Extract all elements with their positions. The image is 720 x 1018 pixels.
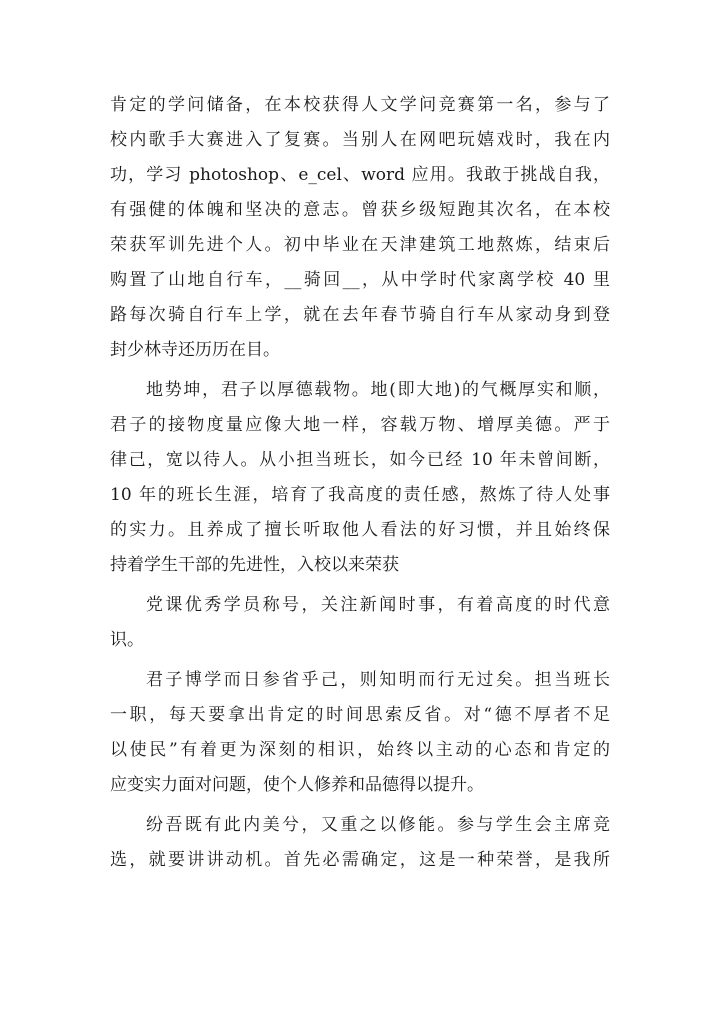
text-line: 识。	[110, 630, 144, 650]
text-line: 路每次骑自行车上学，就在去年春节骑自行车从家动身到登	[110, 305, 610, 325]
paragraph-4	[110, 663, 610, 803]
text-line: 有强健的体魄和坚决的意志。曾获乡级短跑其次名，在本校	[110, 200, 610, 220]
text-line: 的实力。且养成了擅长听取他人看法的好习惯，并且始终保	[110, 520, 610, 540]
text-line: 持着学生干部的先进性，入校以来荣获	[110, 555, 399, 575]
text-line: 君子博学而日参省乎己，则知明而行无过矣。担当班长	[146, 670, 610, 690]
text-line: 选，就要讲讲动机。首先必需确定，这是一种荣誉，是我所	[110, 850, 610, 870]
text-line: 封少林寺还历历在目。	[110, 340, 280, 360]
paragraph-2	[110, 373, 610, 583]
text-line: 校内歌手大赛进入了复赛。当别人在网吧玩嬉戏时，我在内	[110, 130, 610, 150]
paragraph-1	[110, 88, 610, 368]
text-line: 一职，每天要拿出肯定的时间思索反省。对“德不厚者不足	[110, 705, 610, 725]
text-line: 肯定的学问储备，在本校获得人文学问竞赛第一名，参与了	[110, 95, 610, 115]
paragraph-5	[110, 808, 610, 878]
text-line: 党课优秀学员称号，关注新闻时事，有着高度的时代意	[146, 595, 610, 615]
text-line: 以使民”有着更为深刻的相识，始终以主动的心态和肯定的	[110, 740, 610, 760]
paragraph-3	[110, 588, 610, 658]
text-line: 君子的接物度量应像大地一样，容载万物、增厚美德。严于	[110, 415, 610, 435]
text-line: 应变实力面对问题，使个人修养和品德得以提升。	[110, 775, 484, 795]
text-line: 纷吾既有此内美兮，又重之以修能。参与学生会主席竞	[146, 815, 610, 835]
text-line: 购置了山地自行车，__骑回__，从中学时代家离学校 40 里	[110, 270, 610, 290]
text-line: 律己，宽以待人。从小担当班长，如今已经 10 年未曾间断，	[110, 450, 610, 470]
text-line: 功，学习 photoshop、e_cel、word 应用。我敢于挑战自我，	[110, 165, 610, 185]
text-line: 地势坤，君子以厚德载物。地(即大地)的气概厚实和顺，	[146, 380, 610, 400]
text-line: 10 年的班长生涯，培育了我高度的责任感，熬炼了待人处事	[110, 485, 610, 505]
text-line: 荣获军训先进个人。初中毕业在天津建筑工地熬炼，结束后	[110, 235, 610, 255]
document-body	[110, 88, 610, 883]
